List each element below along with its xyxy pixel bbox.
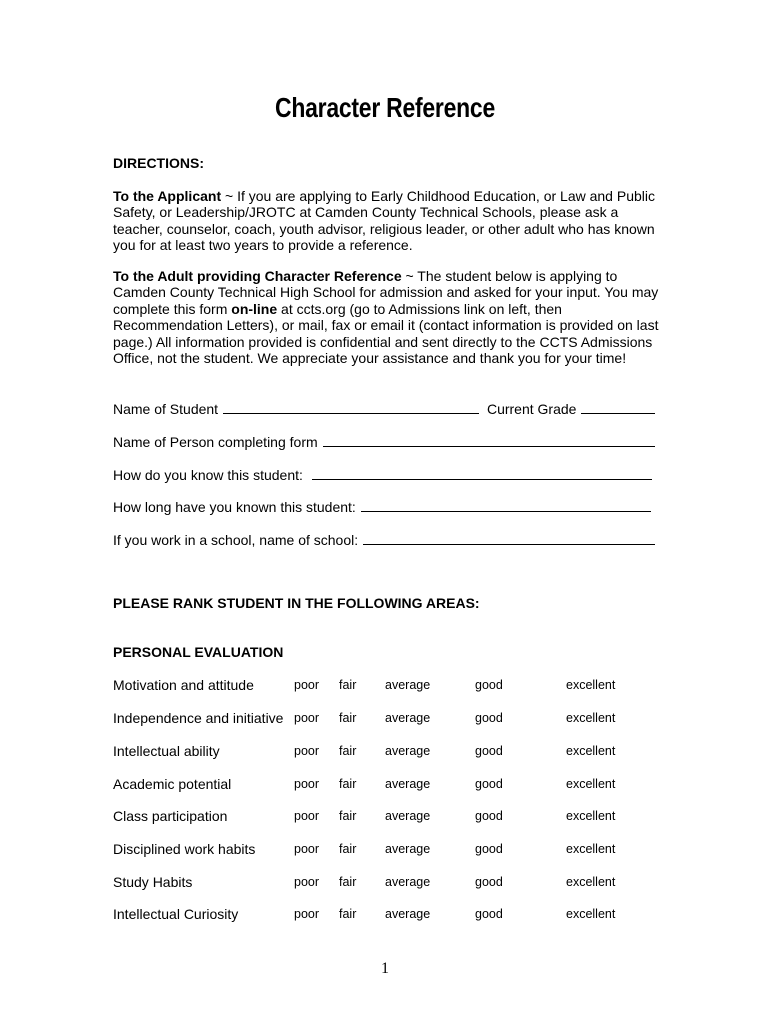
option-excellent[interactable]: excellent [566,842,616,856]
applicant-lead: To the Applicant [113,188,222,204]
option-poor[interactable]: poor [294,744,320,758]
directions-heading: DIRECTIONS: [113,155,204,171]
how-know-field [113,465,652,485]
option-poor[interactable]: poor [294,842,320,856]
student-name-field [113,399,655,419]
option-good[interactable]: good [475,842,503,856]
option-poor[interactable]: poor [294,711,320,725]
option-fair[interactable]: fair [339,777,357,791]
option-poor[interactable]: poor [294,809,320,823]
evaluation-row [113,710,673,730]
option-average[interactable]: average [385,842,431,856]
how-know-label: How do you know this student: [113,467,303,483]
option-excellent[interactable]: excellent [566,875,616,889]
option-fair[interactable]: fair [339,907,357,921]
option-average[interactable]: average [385,744,431,758]
evaluation-row [113,906,673,926]
option-excellent[interactable]: excellent [566,744,616,758]
evaluation-row [113,874,673,894]
adult-text-2: at ccts.org (go to Admissions link on left, then Recommendation Letters), or mail, fax or email it (contact information is provided on last page.) All information provided is confidential and sent directly to the CCTS Admissions Office, not the student. We appreciate your assistance and thank you for your time! [113,300,659,367]
school-name-field [113,530,655,550]
option-good[interactable]: good [475,744,503,758]
person-completing-field [113,432,655,452]
option-poor[interactable]: poor [294,678,320,692]
option-good[interactable]: good [475,678,503,692]
page-number: 1 [381,960,389,977]
option-good[interactable]: good [475,907,503,921]
option-average[interactable]: average [385,875,431,889]
adult-paragraph [113,268,663,366]
personal-evaluation-heading: PERSONAL EVALUATION [113,644,284,660]
option-fair[interactable]: fair [339,744,357,758]
school-name-label: If you work in a school, name of school: [113,532,359,548]
option-good[interactable]: good [475,875,503,889]
option-fair[interactable]: fair [339,678,357,692]
option-fair[interactable]: fair [339,711,357,725]
criterion-label: Academic potential [113,776,232,792]
person-completing-label: Name of Person completing form [113,434,318,450]
online-emphasis: on-line [231,300,278,317]
option-good[interactable]: good [475,777,503,791]
how-long-label: How long have you known this student: [113,499,356,515]
criterion-label: Independence and initiative [113,710,284,726]
school-name-line[interactable] [363,530,655,545]
student-name-label: Name of Student [113,401,219,417]
option-good[interactable]: good [475,711,503,725]
current-grade-label: Current Grade [486,401,577,417]
student-name-line[interactable] [223,399,479,414]
adult-lead: To the Adult providing Character Reference [113,268,402,284]
rank-heading: PLEASE RANK STUDENT IN THE FOLLOWING AREAS: [113,595,480,611]
option-excellent[interactable]: excellent [566,907,616,921]
how-know-line[interactable] [312,465,652,480]
evaluation-row [113,776,673,796]
option-average[interactable]: average [385,777,431,791]
option-excellent[interactable]: excellent [566,711,616,725]
applicant-text: ~ If you are applying to Early Childhood Education, or Law and Public Safety, or Leadership/JROTC at Camden County Technical Schools, please ask a teacher, counselor, coach, youth advisor, religious leader, or other adult who has known you for at least two years to provide a reference. [113,188,655,254]
evaluation-row [113,743,673,763]
adult-text-1: ~ The student below is applying to Camden County Technical High School for admission and asked for your input. You may complete this form [113,268,659,317]
option-average[interactable]: average [385,809,431,823]
criterion-label: Disciplined work habits [113,841,256,857]
page-title: Character Reference [275,92,495,123]
criterion-label: Study Habits [113,874,193,890]
option-good[interactable]: good [475,809,503,823]
criterion-label: Motivation and attitude [113,677,254,693]
option-excellent[interactable]: excellent [566,809,616,823]
evaluation-row [113,677,673,697]
criterion-label: Intellectual ability [113,743,220,759]
criterion-label: Class participation [113,808,228,824]
option-average[interactable]: average [385,678,431,692]
option-average[interactable]: average [385,907,431,921]
option-fair[interactable]: fair [339,842,357,856]
option-poor[interactable]: poor [294,875,320,889]
how-long-field [113,497,651,517]
option-excellent[interactable]: excellent [566,678,616,692]
option-fair[interactable]: fair [339,875,357,889]
applicant-paragraph [113,188,663,254]
option-excellent[interactable]: excellent [566,777,616,791]
option-poor[interactable]: poor [294,907,320,921]
option-average[interactable]: average [385,711,431,725]
evaluation-row [113,841,673,861]
evaluation-row [113,808,673,828]
how-long-line[interactable] [361,497,651,512]
person-completing-line[interactable] [323,432,655,447]
criterion-label: Intellectual Curiosity [113,906,239,922]
option-fair[interactable]: fair [339,809,357,823]
option-poor[interactable]: poor [294,777,320,791]
current-grade-line[interactable] [581,399,655,414]
